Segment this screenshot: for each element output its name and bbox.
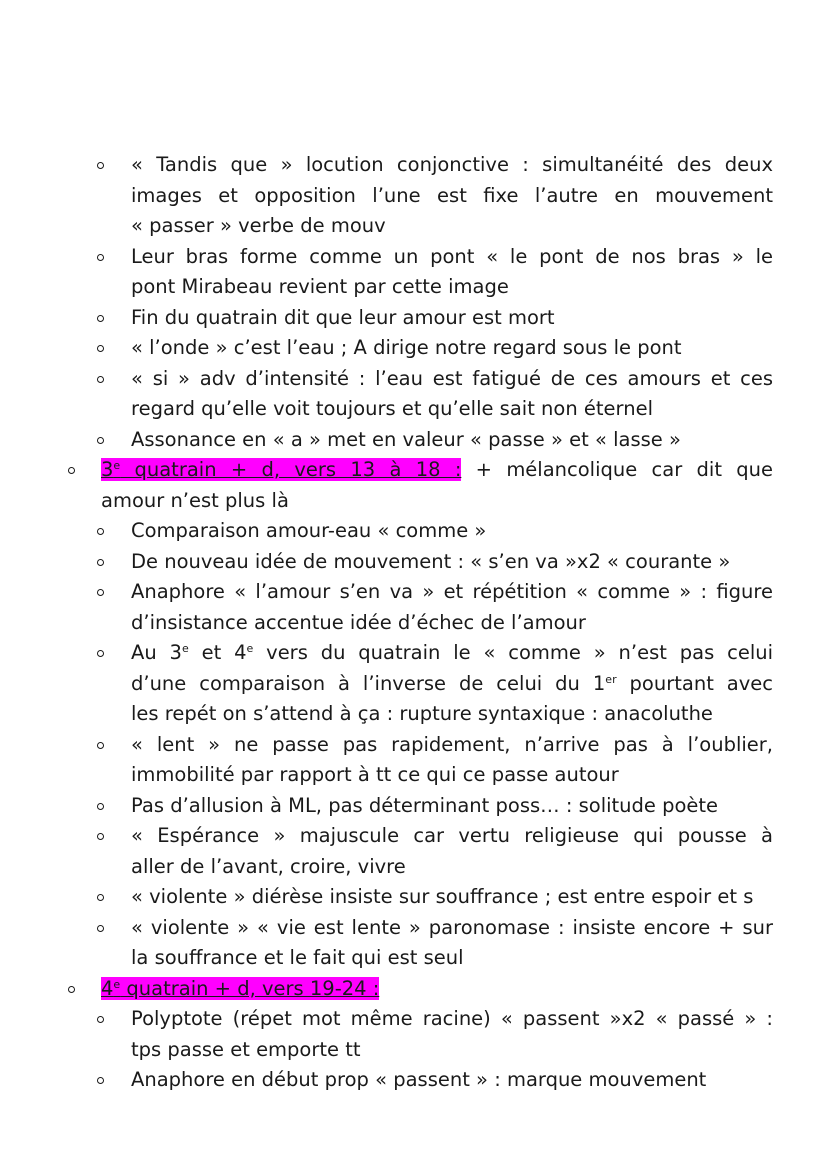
highlighted-heading: 3e quatrain + d, vers 13 à 18 : bbox=[101, 458, 462, 481]
list-item bbox=[131, 242, 773, 303]
list-item-line: « lent » ne passe pas rapidement, n’arrive pas à l’oublier, bbox=[131, 732, 773, 756]
list-bullet bbox=[97, 254, 104, 261]
list-item bbox=[131, 333, 773, 364]
list-item bbox=[131, 791, 773, 822]
highlighted-heading: 4e quatrain + d, vers 19-24 : bbox=[101, 976, 380, 1000]
list-bullet bbox=[97, 559, 104, 566]
list-bullet bbox=[97, 894, 104, 901]
list-item-line: aller de l’avant, croire, vivre bbox=[131, 854, 406, 878]
list-item bbox=[131, 364, 773, 425]
list-bullet bbox=[97, 589, 104, 596]
list-item bbox=[131, 516, 773, 547]
list-item-line: Leur bras forme comme un pont « le pont de nos bras » le bbox=[131, 244, 773, 268]
list-item-line: Fin du quatrain dit que leur amour est mort bbox=[131, 305, 555, 329]
list-item-line: « passer » verbe de mouv bbox=[131, 214, 386, 237]
list-item-line: 3e quatrain + d, vers 13 à 18 : + mélancolique car dit que bbox=[101, 458, 773, 481]
list-bullet bbox=[97, 1077, 104, 1084]
list-item-line: tps passe et emporte tt bbox=[131, 1037, 361, 1061]
list-bullet bbox=[68, 986, 75, 993]
list-item-line: « Espérance » majuscule car vertu religieuse qui pousse à bbox=[131, 824, 773, 847]
list-item bbox=[131, 150, 773, 242]
list-item bbox=[131, 638, 773, 730]
list-bullet bbox=[97, 162, 104, 169]
list-item-line: « si » adv d’intensité : l’eau est fatigué de ces amours et ces bbox=[131, 366, 773, 390]
list-item-line: Anaphore en début prop « passent » : marque mouvement bbox=[131, 1068, 707, 1091]
list-item bbox=[131, 882, 773, 913]
list-item-line: Polyptote (répet mot même racine) « passent »x2 « passé » : bbox=[131, 1007, 773, 1030]
list-item-line: regard qu’elle voit toujours et qu’elle sait non éternel bbox=[131, 397, 653, 420]
list-item-line: amour n’est plus là bbox=[101, 488, 289, 512]
list-item-line: d’insistance accentue idée d’échec de l’amour bbox=[131, 610, 586, 634]
list-bullet bbox=[97, 803, 104, 810]
list-item bbox=[131, 1065, 773, 1096]
list-item-line: « violente » diérèse insiste sur souffrance ; est entre espoir et s bbox=[131, 885, 754, 908]
list-item-line: d’une comparaison à l’inverse de celui du 1er pourtant avec bbox=[131, 671, 774, 695]
list-bullet bbox=[97, 925, 104, 932]
list-item-line: « l’onde » c’est l’eau ; A dirige notre regard sous le pont bbox=[131, 336, 682, 359]
list-item-line: De nouveau idée de mouvement : « s’en va »x2 « courante » bbox=[131, 549, 731, 573]
list-item-line: immobilité par rapport à tt ce qui ce passe autour bbox=[131, 763, 619, 786]
list-bullet bbox=[97, 742, 104, 749]
list-item-line: Comparaison amour-eau « comme » bbox=[131, 519, 487, 542]
list-item bbox=[131, 547, 773, 578]
list-item bbox=[131, 1004, 773, 1065]
list-bullet bbox=[68, 467, 75, 474]
list-bullet bbox=[97, 345, 104, 352]
list-bullet bbox=[97, 528, 104, 535]
list-item-line: Pas d’allusion à ML, pas déterminant poss… : solitude poète bbox=[131, 793, 719, 817]
list-item-line: les repét on s’attend à ça : rupture syntaxique : anacoluthe bbox=[131, 702, 713, 725]
list-item-line: Anaphore « l’amour s’en va » et répétition « comme » : figure bbox=[131, 580, 773, 603]
list-item-line: Assonance en « a » met en valeur « passe » et « lasse » bbox=[131, 427, 681, 451]
list-item bbox=[131, 577, 773, 638]
list-bullet bbox=[97, 376, 104, 383]
list-item-line bbox=[101, 974, 773, 1005]
list-item-line: la souffrance et le fait qui est seul bbox=[131, 946, 464, 969]
list-bullet bbox=[97, 650, 104, 657]
list-item bbox=[131, 425, 773, 456]
list-bullet bbox=[97, 833, 104, 840]
list-item bbox=[131, 821, 773, 882]
section-heading-item bbox=[101, 974, 773, 1005]
list-item-line: Au 3e et 4e vers du quatrain le « comme » n’est pas celui bbox=[131, 641, 774, 664]
list-item-line: pont Mirabeau revient par cette image bbox=[131, 275, 509, 298]
list-item bbox=[131, 303, 773, 334]
list-item bbox=[131, 730, 773, 791]
section-heading-item bbox=[101, 455, 773, 516]
list-bullet bbox=[97, 437, 104, 444]
list-bullet bbox=[97, 315, 104, 322]
list-item bbox=[131, 913, 773, 974]
list-bullet bbox=[97, 1016, 104, 1023]
list-item-line: images et opposition l’une est fixe l’autre en mouvement bbox=[131, 183, 773, 207]
list-item-line: « Tandis que » locution conjonctive : simultanéité des deux bbox=[131, 153, 773, 176]
list-item-line: « violente » « vie est lente » paronomase : insiste encore + sur bbox=[131, 915, 773, 939]
